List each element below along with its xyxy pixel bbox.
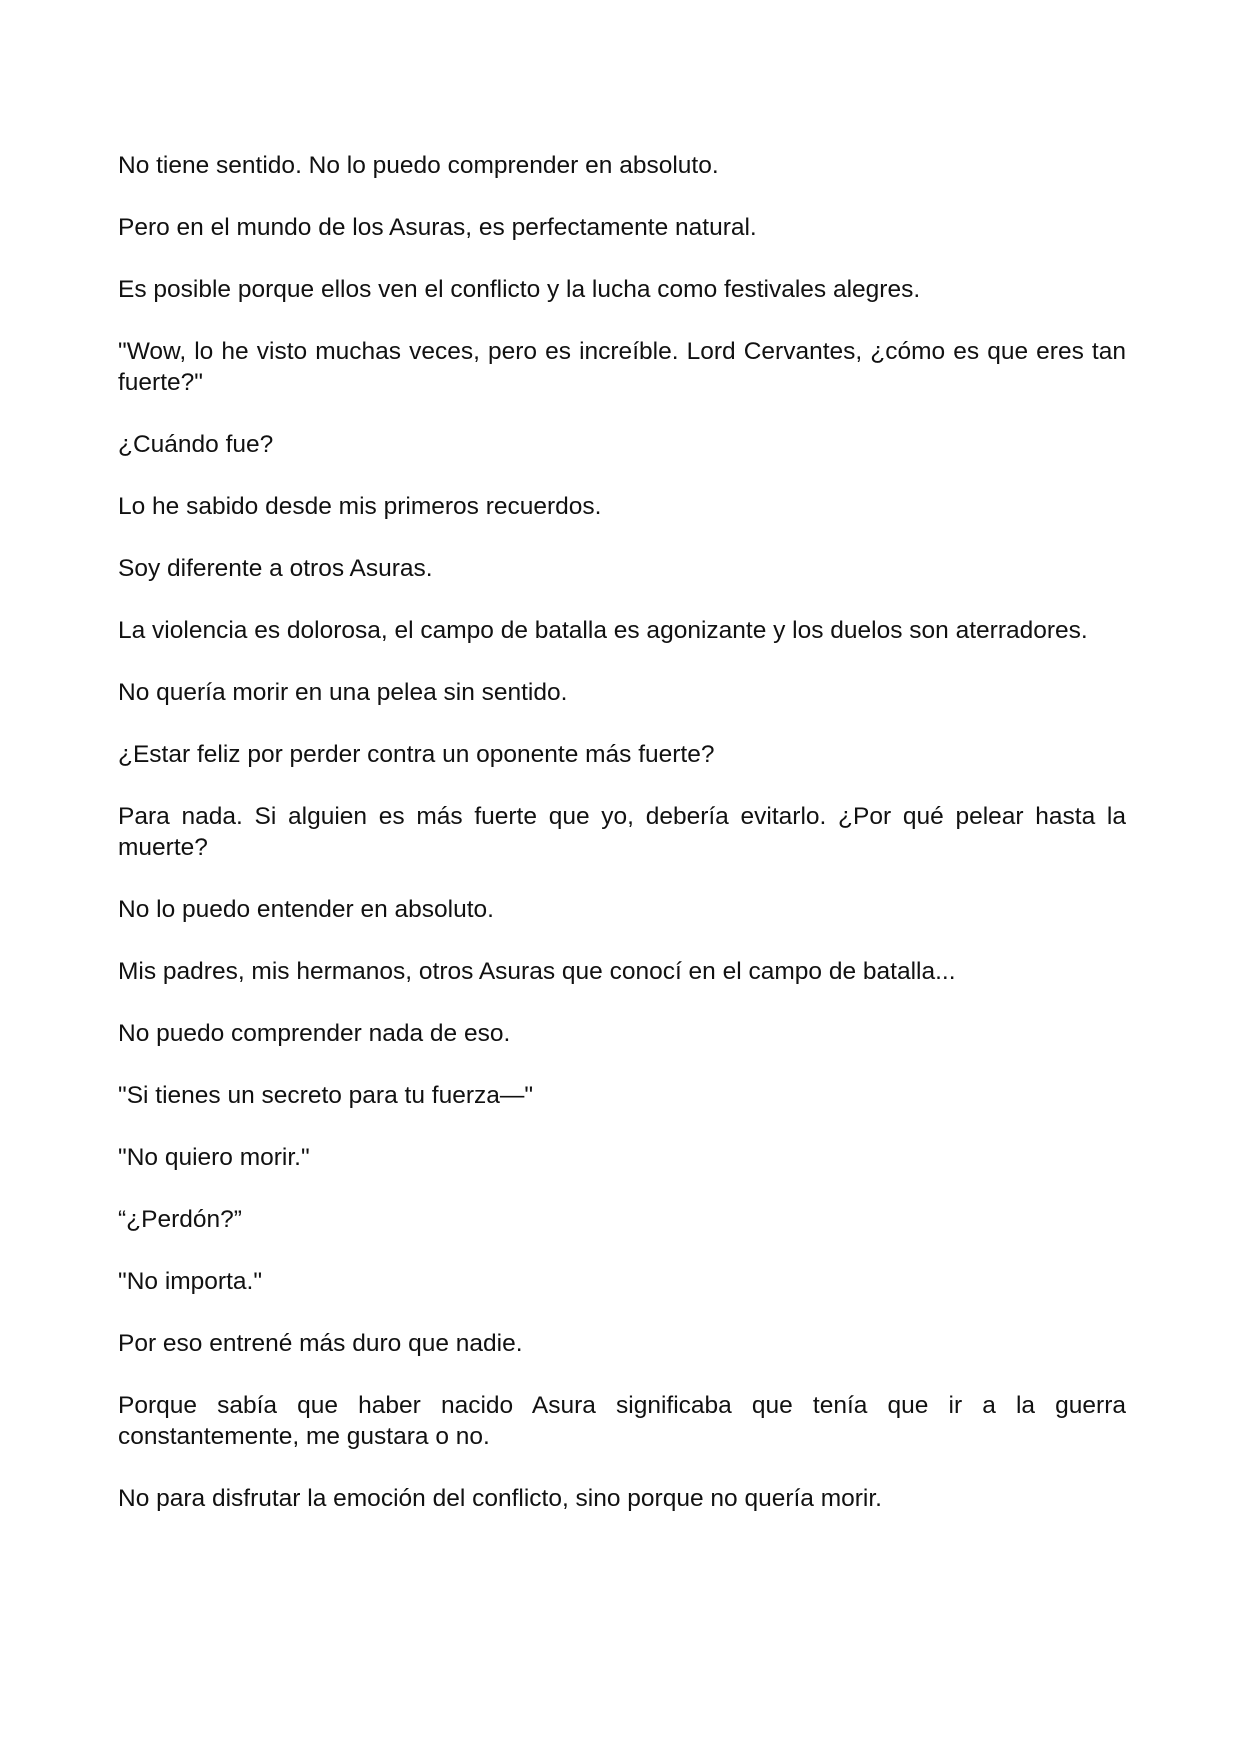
- paragraph-8: La violencia es dolorosa, el campo de batalla es agonizante y los duelos son aterradores.: [118, 617, 1088, 644]
- paragraph-19: Por eso entrené más duro que nadie.: [118, 1330, 523, 1357]
- paragraph-7: Soy diferente a otros Asuras.: [118, 555, 433, 582]
- paragraph-2: Pero en el mundo de los Asuras, es perfectamente natural.: [118, 214, 757, 241]
- paragraph-10: ¿Estar feliz por perder contra un oponente más fuerte?: [118, 741, 715, 768]
- paragraph-12: No lo puedo entender en absoluto.: [118, 896, 494, 923]
- paragraph-1: No tiene sentido. No lo puedo comprender en absoluto.: [118, 152, 719, 179]
- paragraph-20: Porque sabía que haber nacido Asura significaba que tenía que ir a la guerra constantemente, me gustara o no.: [118, 1392, 1126, 1450]
- paragraph-6: Lo he sabido desde mis primeros recuerdos.: [118, 493, 602, 520]
- paragraph-4: "Wow, lo he visto muchas veces, pero es increíble. Lord Cervantes, ¿cómo es que eres tan fuerte?": [118, 338, 1126, 396]
- paragraph-18: "No importa.": [118, 1268, 263, 1295]
- paragraph-11: Para nada. Si alguien es más fuerte que yo, debería evitarlo. ¿Por qué pelear hasta la muerte?: [118, 803, 1126, 861]
- paragraph-14: No puedo comprender nada de eso.: [118, 1020, 511, 1047]
- paragraph-16: "No quiero morir.": [118, 1144, 310, 1171]
- paragraph-15: "Si tienes un secreto para tu fuerza—": [118, 1082, 534, 1109]
- paragraph-13: Mis padres, mis hermanos, otros Asuras que conocí en el campo de batalla...: [118, 958, 956, 985]
- paragraph-21: No para disfrutar la emoción del conflicto, sino porque no quería morir.: [118, 1485, 882, 1512]
- document-page: [118, 150, 1126, 1545]
- paragraph-5: ¿Cuándo fue?: [118, 431, 274, 458]
- paragraph-17: “¿Perdón?”: [118, 1206, 242, 1233]
- paragraph-9: No quería morir en una pelea sin sentido.: [118, 679, 568, 706]
- paragraph-3: Es posible porque ellos ven el conflicto y la lucha como festivales alegres.: [118, 276, 921, 303]
